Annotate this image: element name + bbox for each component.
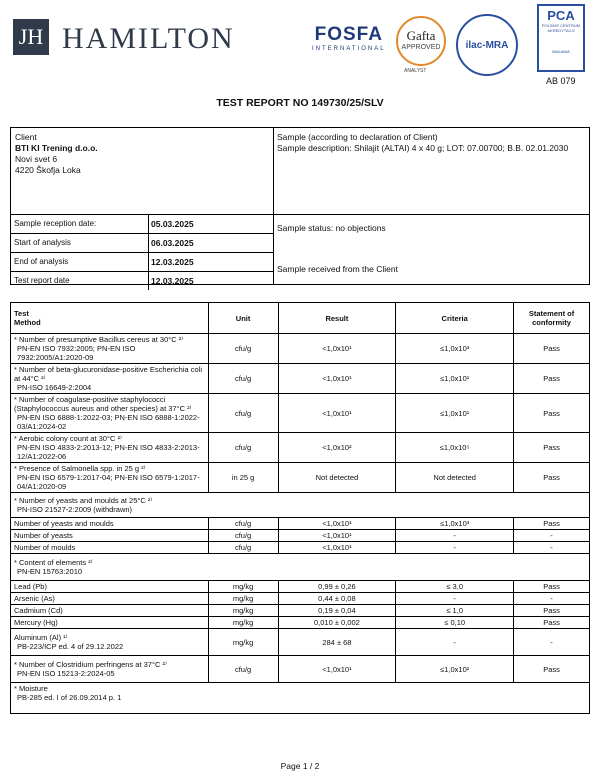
table-row: Number of moulds cfu/g <1,0x10¹ - - [11, 542, 590, 554]
table-header-row: Test Method Unit Result Criteria Statement of conformity [11, 303, 590, 334]
page-number: Page 1 / 2 [280, 761, 320, 771]
table-row: Number of yeasts cfu/g <1,0x10¹ - - [11, 530, 590, 542]
table-row: Cadmium (Cd) mg/kg 0,19 ± 0,04 ≤ 1,0 Pass [11, 605, 590, 617]
group-header-moisture: * Moisture PB-285 ed. I of 26.09.2014 p. 1 [11, 683, 590, 714]
pca-accreditation-logo: PCA POLSKIE CENTRUM AKREDYTACJI BADANIA [537, 4, 585, 72]
table-row: Lead (Pb) mg/kg 0,99 ± 0,26 ≤ 3,0 Pass [11, 581, 590, 593]
client-sample-box [10, 127, 590, 285]
table-row: * Number of Clostridium perfringens at 37°C ²⁾ PN-EN ISO 15213-2:2024-05 cfu/g <1,0x10¹ ≤1,0x10² Pass [11, 656, 590, 683]
table-row: * Aerobic colony count at 30°C ²⁾ PN-EN ISO 4833-2:2013-12; PN-EN ISO 4833-2:2013-12/A1:2022-06 cfu/g <1,0x10² ≤1,0x10⁵ Pass [11, 433, 590, 463]
dates-table: Sample reception date: 05.03.2025 Start of analysis 06.03.2025 End of analysis 12.03.2025 Test report date 12.03.2025 [11, 214, 273, 290]
results-table [10, 302, 590, 714]
table-row: * Number of coagulase-positive staphylococci (Staphylococcus aureus and other species) at 37°C ²⁾ PN-EN ISO 6888-1:2022-03; PN-EN ISO 6888-1:2022-03/A1:2024-02 cfu/g <1,0x10¹ ≤1,0x10¹ Pass [11, 394, 590, 433]
table-row: Mercury (Hg) mg/kg 0,010 ± 0,002 ≤ 0,10 Pass [11, 617, 590, 629]
table-row: Arsenic (As) mg/kg 0,44 ± 0,08 - - [11, 593, 590, 605]
client-info: Client BTI KI Trening d.o.o. Novi svet 6 4220 Škofja Loka [15, 132, 98, 175]
sample-received: Sample received from the Client [277, 264, 398, 274]
sample-status: Sample status: no objections [277, 223, 386, 233]
gafta-analyst-label: ANALYST [404, 68, 427, 74]
table-row: Aluminum (Al) ¹⁾ PB-223/ICP ed. 4 of 29.12.2022 mg/kg 284 ± 68 - - [11, 629, 590, 656]
sample-info: Sample (according to declaration of Client) Sample description: Shilajit (ALTAI) 4 x 40 g; LOT: 07.00700; B.B. 02.01.2030 [277, 132, 569, 153]
accreditation-number: AB 079 [546, 76, 576, 86]
company-name: HAMILTON [62, 22, 235, 55]
table-row: * Number of presumptive Bacillus cereus at 30°C ²⁾ PN-EN ISO 7932:2005; PN-EN ISO 7932:2005/A1:2020-09 cfu/g <1,0x10¹ ≤1,0x10³ Pass [11, 334, 590, 364]
company-logo-mark: JH [13, 19, 49, 55]
ilac-mra-logo: ilac-MRA [456, 14, 518, 76]
group-header-elements: * Content of elements ²⁾ PN-EN 15763:2010 [11, 554, 590, 581]
table-row: Number of yeasts and moulds cfu/g <1,0x10¹ ≤1,0x10³ Pass [11, 518, 590, 530]
fosfa-logo: FOSFA INTERNATIONAL [312, 24, 386, 52]
table-row: * Presence of Salmonella spp. in 25 g ²⁾ PN-EN ISO 6579-1:2017-04; PN-EN ISO 6579-1:2017-04/A1:2020-09 in 25 g Not detected Not detected Pass [11, 463, 590, 493]
group-header-yeasts: * Number of yeasts and moulds at 25°C ²⁾ PN-ISO 21527-2:2009 (withdrawn) [11, 493, 590, 518]
gafta-logo: Gafta APPROVED [396, 16, 446, 66]
table-row: * Number of beta-glucuronidase-positive Escherichia coli at 44°C ²⁾ PN-ISO 16649-2:2004 cfu/g <1,0x10¹ ≤1,0x10¹ Pass [11, 364, 590, 394]
report-title: TEST REPORT NO 149730/25/SLV [216, 97, 384, 109]
